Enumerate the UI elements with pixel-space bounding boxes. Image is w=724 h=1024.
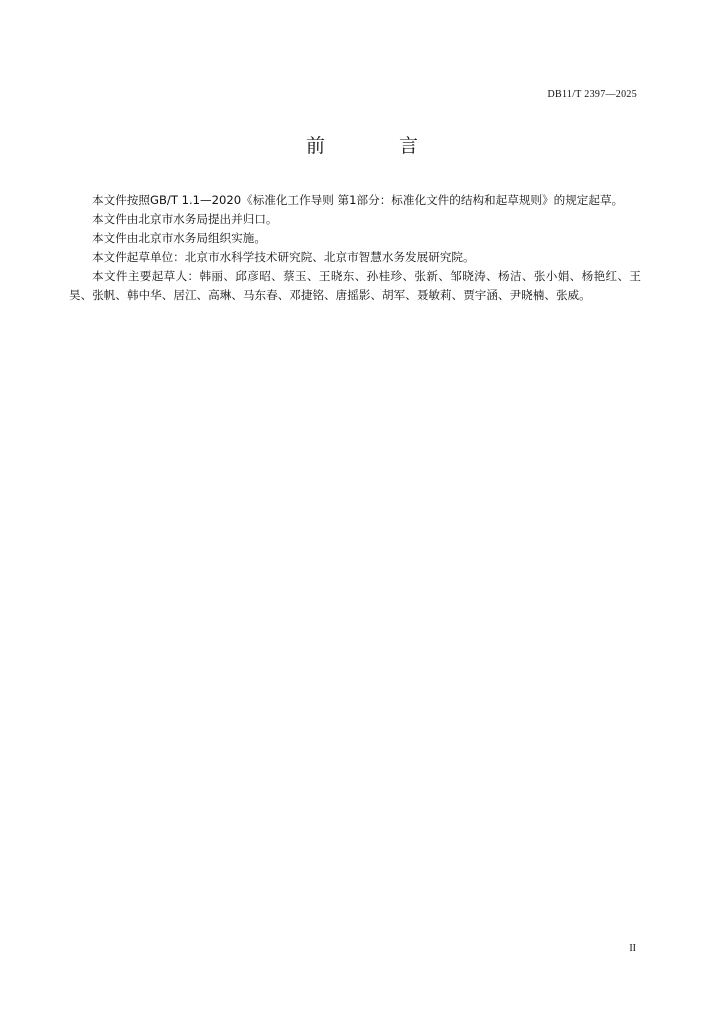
page-number: II bbox=[629, 943, 636, 954]
foreword-body bbox=[69, 191, 641, 305]
standard-code: DB11/T 2397—2025 bbox=[547, 89, 637, 100]
section-title: 前 言 bbox=[305, 135, 453, 157]
paragraph-drafting-basis: 本文件按照GB/T 1.1—2020《标准化工作导则 第1部分：标准化文件的结构和起草规则》的规定起草。 bbox=[92, 193, 624, 207]
paragraph-drafting-units: 本文件起草单位：北京市水科学技术研究院、北京市智慧水务发展研究院。 bbox=[92, 250, 475, 264]
paragraph-proposer: 本文件由北京市水务局提出并归口。 bbox=[92, 212, 278, 226]
paragraph-drafters: 本文件主要起草人：韩丽、邱彦昭、蔡玉、王晓东、孙桂珍、张新、邹晓涛、杨洁、张小娟、杨艳红、王昊、张帆、韩中华、居江、高琳、马东春、邓捷铭、唐摇影、胡军、聂敏莉、贾宇涵、尹晓楠、张威。 bbox=[69, 269, 641, 302]
paragraph-implementer: 本文件由北京市水务局组织实施。 bbox=[92, 231, 266, 245]
